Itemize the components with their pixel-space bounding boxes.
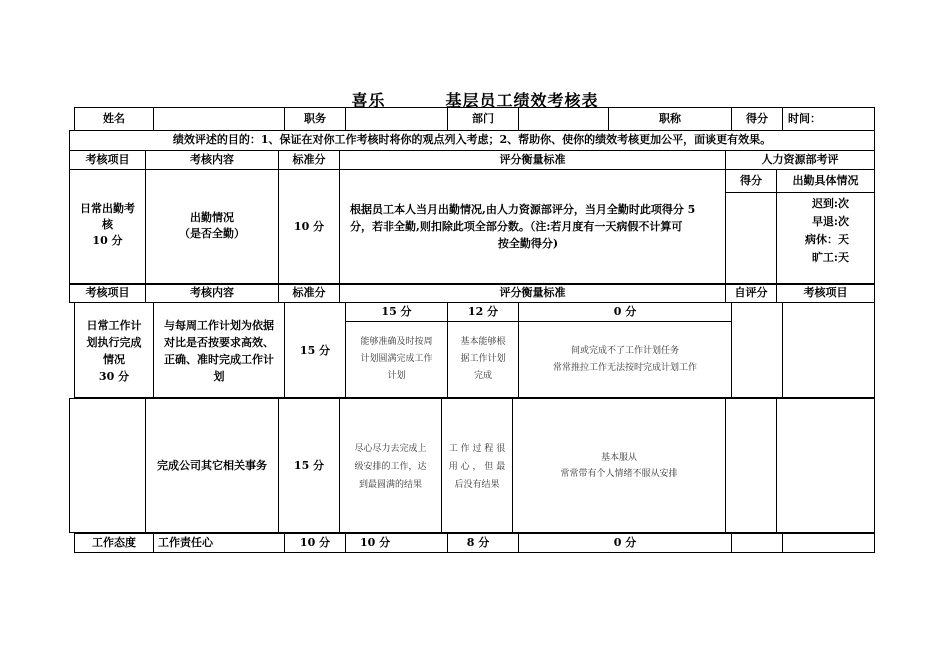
responsibility-level-0: 0 分 (613, 536, 637, 549)
attendance-content: 出勤情况 （是否全勤） (179, 211, 245, 240)
sec1-item-header: 考核项目 (85, 153, 130, 166)
form-title: 基层员工绩效考核表 (445, 91, 599, 110)
responsibility-level-10: 10 分 (360, 536, 391, 549)
work-plan-level-12: 基本能够根 据工作计划 完成 (460, 337, 506, 381)
responsibility-eval-field[interactable] (782, 533, 875, 553)
sec2-criteria-header: 评分衡量标准 (499, 286, 566, 299)
other-tasks-self-score-field[interactable] (725, 398, 777, 533)
hr-score-field[interactable] (725, 192, 777, 284)
work-plan-self-score-field[interactable] (731, 302, 783, 398)
name-field[interactable] (153, 107, 285, 131)
dept-field[interactable] (518, 107, 609, 131)
work-plan-level-15: 能够准确及时按周 计划圆满完成工作 计划 (360, 337, 433, 381)
work-plan-std-score: 15 分 (299, 344, 331, 357)
other-tasks-content: 完成公司其它相关事务 (157, 459, 267, 472)
name-label: 姓名 (103, 112, 125, 125)
level-15-header: 15 分 (381, 305, 412, 318)
time-label: 时间： (788, 112, 821, 125)
sec2-item2-header: 考核项目 (803, 286, 848, 299)
work-plan-eval-field[interactable] (782, 302, 875, 398)
responsibility-content: 工作责任心 (158, 536, 213, 549)
other-tasks-level-12: 工 作 过 程 很 用 心 ， 但 最 后没有结果 (448, 444, 506, 490)
attendance-std-score: 10 分 (293, 220, 325, 233)
attitude-item: 工作态度 (92, 536, 136, 549)
level-12-header: 12 分 (467, 305, 499, 318)
responsibility-self-score-field[interactable] (731, 533, 783, 553)
responsibility-level-8: 8 分 (466, 536, 490, 549)
hr-score-header: 得分 (740, 174, 762, 187)
other-tasks-std-score: 15 分 (293, 459, 325, 472)
self-eval-header: 自评分 (734, 286, 768, 299)
sec1-content-header: 考核内容 (190, 153, 234, 166)
attendance-details: 迟到:次 早退:次 病休：天 旷工:天 (805, 197, 849, 264)
other-tasks-eval-field[interactable] (776, 398, 875, 533)
dept-label: 部门 (472, 112, 494, 125)
attendance-item: 日常出勤考 核 10 分 (80, 202, 135, 247)
score-label: 得分 (746, 112, 768, 125)
company-name: 喜乐 (351, 91, 386, 110)
attendance-detail-header: 出勤具体情况 (792, 174, 859, 187)
sec1-criteria-header: 评分衡量标准 (499, 153, 566, 166)
responsibility-std-score: 10 分 (299, 536, 331, 549)
work-plan-content: 与每周工作计划为依据 对比是否按要求高效、 正确、准时完成工作计 划 (164, 319, 274, 383)
rank-label: 职称 (659, 112, 681, 125)
position-field[interactable] (345, 107, 448, 131)
attendance-criteria: 根据员工本人当月出勤情况,由人力资源部评分，当月全勤时此项得分 5 分，若非全勤,则扣除此项全部分数。（注:若月度有一天病假不计算可 按全勤得分) (350, 203, 696, 250)
hr-eval-header: 人力资源部考评 (761, 153, 839, 166)
sec2-content-header: 考核内容 (190, 286, 234, 299)
purpose-text: 绩效评述的目的：1、保证在对你工作考核时将你的观点列入考虑；2、帮助你、使你的绩效考核更加公平，面谈更有效果。 (172, 133, 772, 146)
work-plan-level-0: 间或完成不了工作计划任务 常常推拉工作无法按时完成计划工作 (552, 346, 697, 373)
sec1-std-header: 标准分 (292, 153, 326, 166)
sec2-item-header: 考核项目 (85, 286, 130, 299)
sec2-std-header: 标准分 (292, 286, 326, 299)
work-plan-item: 日常工作计 划执行完成 情况 30 分 (86, 319, 142, 383)
other-tasks-level-0: 基本服从 常常带有个人情绪不服从安排 (560, 453, 678, 479)
other-tasks-level-15: 尽心尽力去完成上 级安排的工作，达 到最圆满的结果 (354, 444, 427, 490)
level-0-header: 0 分 (613, 305, 637, 318)
position-label: 职务 (304, 112, 326, 125)
